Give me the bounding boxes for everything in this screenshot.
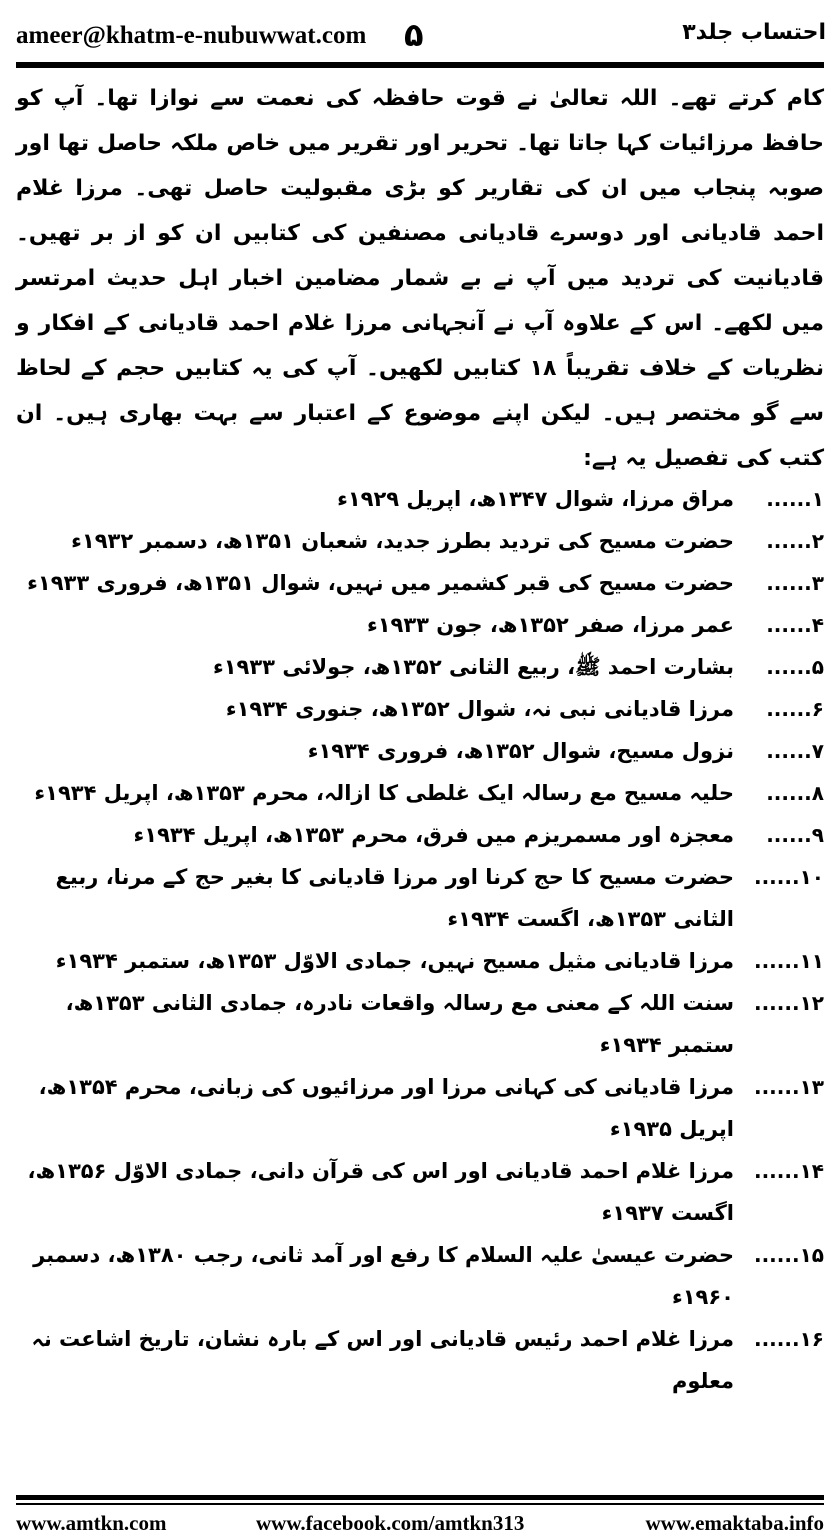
list-item [16, 1066, 824, 1150]
footer-rule-thin [16, 1503, 824, 1505]
item-number: ......۴ [766, 613, 824, 637]
item-number: ......۲ [766, 529, 824, 553]
footer-link-facebook[interactable]: www.facebook.com/amtkn313 [256, 1511, 525, 1535]
item-title: حلیہ مسیح مع رسالہ ایک غلطی کا ازالہ، محرم ۱۳۵۳ھ، اپریل ۱۹۳۴ء [34, 781, 734, 805]
item-title: مرزا غلام احمد رئیس قادیانی اور اس کے بارہ نشان، تاریخ اشاعت نہ معلوم [31, 1327, 734, 1393]
header-email: ameer@khatm-e-nubuwwat.com [16, 22, 367, 49]
item-title: حضرت عیسیٰ علیہ السلام کا رفع اور آمد ثانی، رجب ۱۳۸۰ھ، دسمبر ۱۹۶۰ء [33, 1243, 734, 1309]
list-item [16, 940, 824, 982]
item-number: ......۱۳ [753, 1075, 824, 1099]
intro-paragraph: کام کرتے تھے۔ اللہ تعالیٰ نے قوت حافظہ کی نعمت سے نوازا تھا۔ آپ کو حافظ مرزائیات کہا جاتا تھا۔ تحریر اور تقریر میں خاص ملکہ حاصل تھا اور صوبہ پنجاب میں ان کی تقاریر کو بڑی مقبولیت حاصل تھی۔ مرزا غلام احمد قادیانی اور دوسرے قادیانی مصنفین کی کتابیں ان کو از بر تھیں۔ قادیانیت کی تردید میں آپ نے بے شمار مضامین اخبار اہل حدیث امرتسر میں لکھے۔ اس کے علاوہ آپ نے آنجہانی مرزا غلام احمد قادیانی کے افکار و نظریات کے خلاف تقریباً ۱۸ کتابیں لکھیں۔ آپ کی یہ کتابیں حجم کے لحاظ سے گو مختصر ہیں۔ لیکن اپنے موضوع کے اعتبار سے بہت بھاری ہیں۔ ان کتب کی تفصیل یہ ہے: [16, 86, 824, 471]
book-title: احتساب جلد۳ [682, 20, 826, 45]
list-item [16, 646, 824, 688]
item-title: مراق مرزا، شوال ۱۳۴۷ھ، اپریل ۱۹۲۹ء [337, 487, 734, 511]
item-title: حضرت مسیح کی تردید بطرز جدید، شعبان ۱۳۵۱ھ، دسمبر ۱۹۳۲ء [71, 529, 734, 553]
item-number: ......۱۰ [753, 865, 824, 889]
footer-rule-thick [16, 1495, 824, 1500]
footer-link-amtkn[interactable]: www.amtkn.com [16, 1511, 167, 1535]
list-item [16, 478, 824, 520]
item-number: ......۷ [766, 739, 824, 763]
item-title: مرزا قادیانی کی کہانی مرزا اور مرزائیوں کی زبانی، محرم ۱۳۵۴ھ، اپریل ۱۹۳۵ء [38, 1075, 734, 1141]
item-title: سنت اللہ کے معنی مع رسالہ واقعات نادرہ، جمادی الثانی ۱۳۵۳ھ، ستمبر ۱۹۳۴ء [65, 991, 734, 1057]
item-number: ......۱۶ [753, 1327, 824, 1351]
item-number: ......۵ [766, 655, 824, 679]
list-item [16, 604, 824, 646]
item-number: ......۸ [766, 781, 824, 805]
list-item [16, 856, 824, 940]
list-item [16, 1234, 824, 1318]
list-item [16, 1150, 824, 1234]
footer-link-emaktaba[interactable]: www.emaktaba.info [645, 1511, 824, 1535]
item-number: ......۱۲ [753, 991, 824, 1015]
item-title: معجزہ اور مسمریزم میں فرق، محرم ۱۳۵۳ھ، اپریل ۱۹۳۴ء [133, 823, 734, 847]
item-number: ......۱۱ [753, 949, 824, 973]
item-title: مرزا غلام احمد قادیانی اور اس کی قرآن دانی، جمادی الاوّل ۱۳۵۶ھ، اگست ۱۹۳۷ء [27, 1159, 734, 1225]
item-number: ......۱ [766, 487, 824, 511]
page-number: ۵ [404, 16, 424, 54]
item-number: ......۱۴ [753, 1159, 824, 1183]
item-title: نزول مسیح، شوال ۱۳۵۲ھ، فروری ۱۹۳۴ء [307, 739, 734, 763]
item-number: ......۳ [766, 571, 824, 595]
item-title: بشارت احمد ﷺ، ربیع الثانی ۱۳۵۲ھ، جولائی ۱۹۳۳ء [212, 655, 734, 679]
list-item [16, 688, 824, 730]
page-footer [0, 1509, 840, 1539]
item-number: ......۹ [766, 823, 824, 847]
list-item [16, 730, 824, 772]
item-title: مرزا قادیانی مثیل مسیح نہیں، جمادی الاوّل ۱۳۵۳ھ، ستمبر ۱۹۳۴ء [55, 949, 734, 973]
item-title: مرزا قادیانی نبی نہ، شوال ۱۳۵۲ھ، جنوری ۱۹۳۴ء [225, 697, 734, 721]
list-item [16, 520, 824, 562]
list-item [16, 814, 824, 856]
list-item [16, 1318, 824, 1402]
item-number: ......۱۵ [753, 1243, 824, 1267]
header-rule [16, 62, 824, 68]
item-title: عمر مرزا، صفر ۱۳۵۲ھ، جون ۱۹۳۳ء [366, 613, 734, 637]
list-item [16, 982, 824, 1066]
item-title: حضرت مسیح کا حج کرنا اور مرزا قادیانی کا بغیر حج کے مرنا، ربیع الثانی ۱۳۵۳ھ، اگست ۱۹۳۴ء [55, 865, 734, 931]
list-item [16, 562, 824, 604]
item-title: حضرت مسیح کی قبر کشمیر میں نہیں، شوال ۱۳۵۱ھ، فروری ۱۹۳۳ء [27, 571, 734, 595]
page-header [0, 0, 840, 62]
list-item [16, 772, 824, 814]
item-number: ......۶ [766, 697, 824, 721]
book-list [16, 478, 824, 1402]
